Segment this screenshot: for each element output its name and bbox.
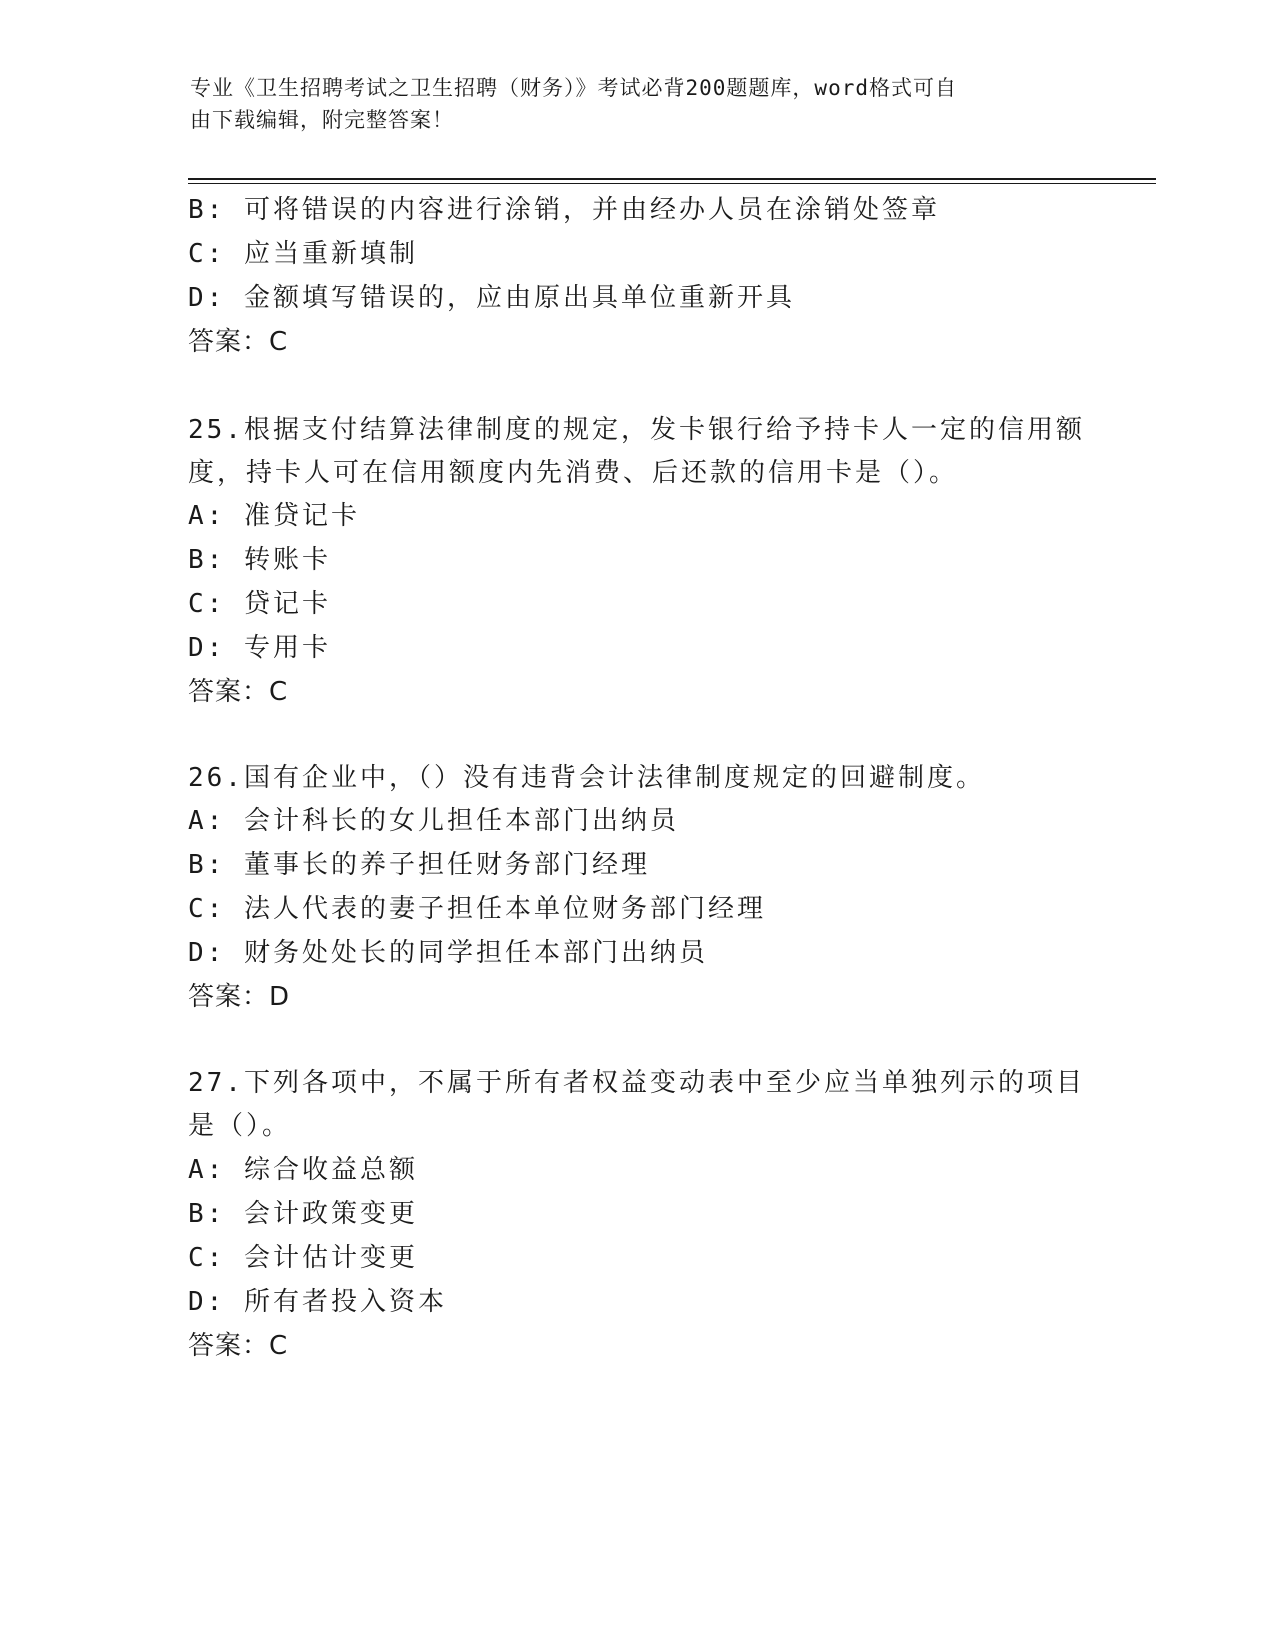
option-b: B: 可将错误的内容进行涂销，并由经办人员在涂销处签章 (188, 195, 940, 225)
option-a: A: 准贷记卡 (188, 501, 360, 531)
option-c: C: 贷记卡 (188, 589, 331, 619)
option-d: D: 所有者投入资本 (188, 1287, 447, 1317)
option-c: C: 会计估计变更 (188, 1243, 418, 1273)
answer-line: 答案：D (188, 982, 291, 1012)
option-b: B: 会计政策变更 (188, 1199, 418, 1229)
document-header (190, 72, 1090, 136)
question-stem-line: 25.根据支付结算法律制度的规定，发卡银行给予持卡人一定的信用额 (188, 415, 1085, 445)
option-a: A: 综合收益总额 (188, 1155, 418, 1185)
option-d: D: 专用卡 (188, 633, 331, 663)
option-c: C: 法人代表的妻子担任本单位财务部门经理 (188, 894, 766, 924)
question-stem-line: 26.国有企业中，（）没有违背会计法律制度规定的回避制度。 (188, 763, 985, 793)
option-b: B: 转账卡 (188, 545, 331, 575)
header-divider-thick (188, 178, 1156, 180)
answer-line: 答案：C (188, 327, 289, 357)
header-line-1: 专业《卫生招聘考试之卫生招聘（财务）》考试必背200题题库，word格式可自 (190, 76, 957, 100)
header-divider-thin (188, 183, 1156, 184)
answer-line: 答案：C (188, 1331, 289, 1361)
option-d: D: 财务处处长的同学担任本部门出纳员 (188, 938, 708, 968)
question-stem-line: 度，持卡人可在信用额度内先消费、后还款的信用卡是（）。 (188, 458, 959, 488)
question-stem-line: 27.下列各项中，不属于所有者权益变动表中至少应当单独列示的项目 (188, 1068, 1085, 1098)
option-c: C: 应当重新填制 (188, 239, 418, 269)
option-d: D: 金额填写错误的，应由原出具单位重新开具 (188, 283, 795, 313)
question-stem-line: 是（）。 (188, 1111, 292, 1141)
option-a: A: 会计科长的女儿担任本部门出纳员 (188, 806, 679, 836)
header-line-2: 由下载编辑，附完整答案！ (190, 108, 454, 132)
option-b: B: 董事长的养子担任财务部门经理 (188, 850, 650, 880)
answer-line: 答案：C (188, 677, 289, 707)
